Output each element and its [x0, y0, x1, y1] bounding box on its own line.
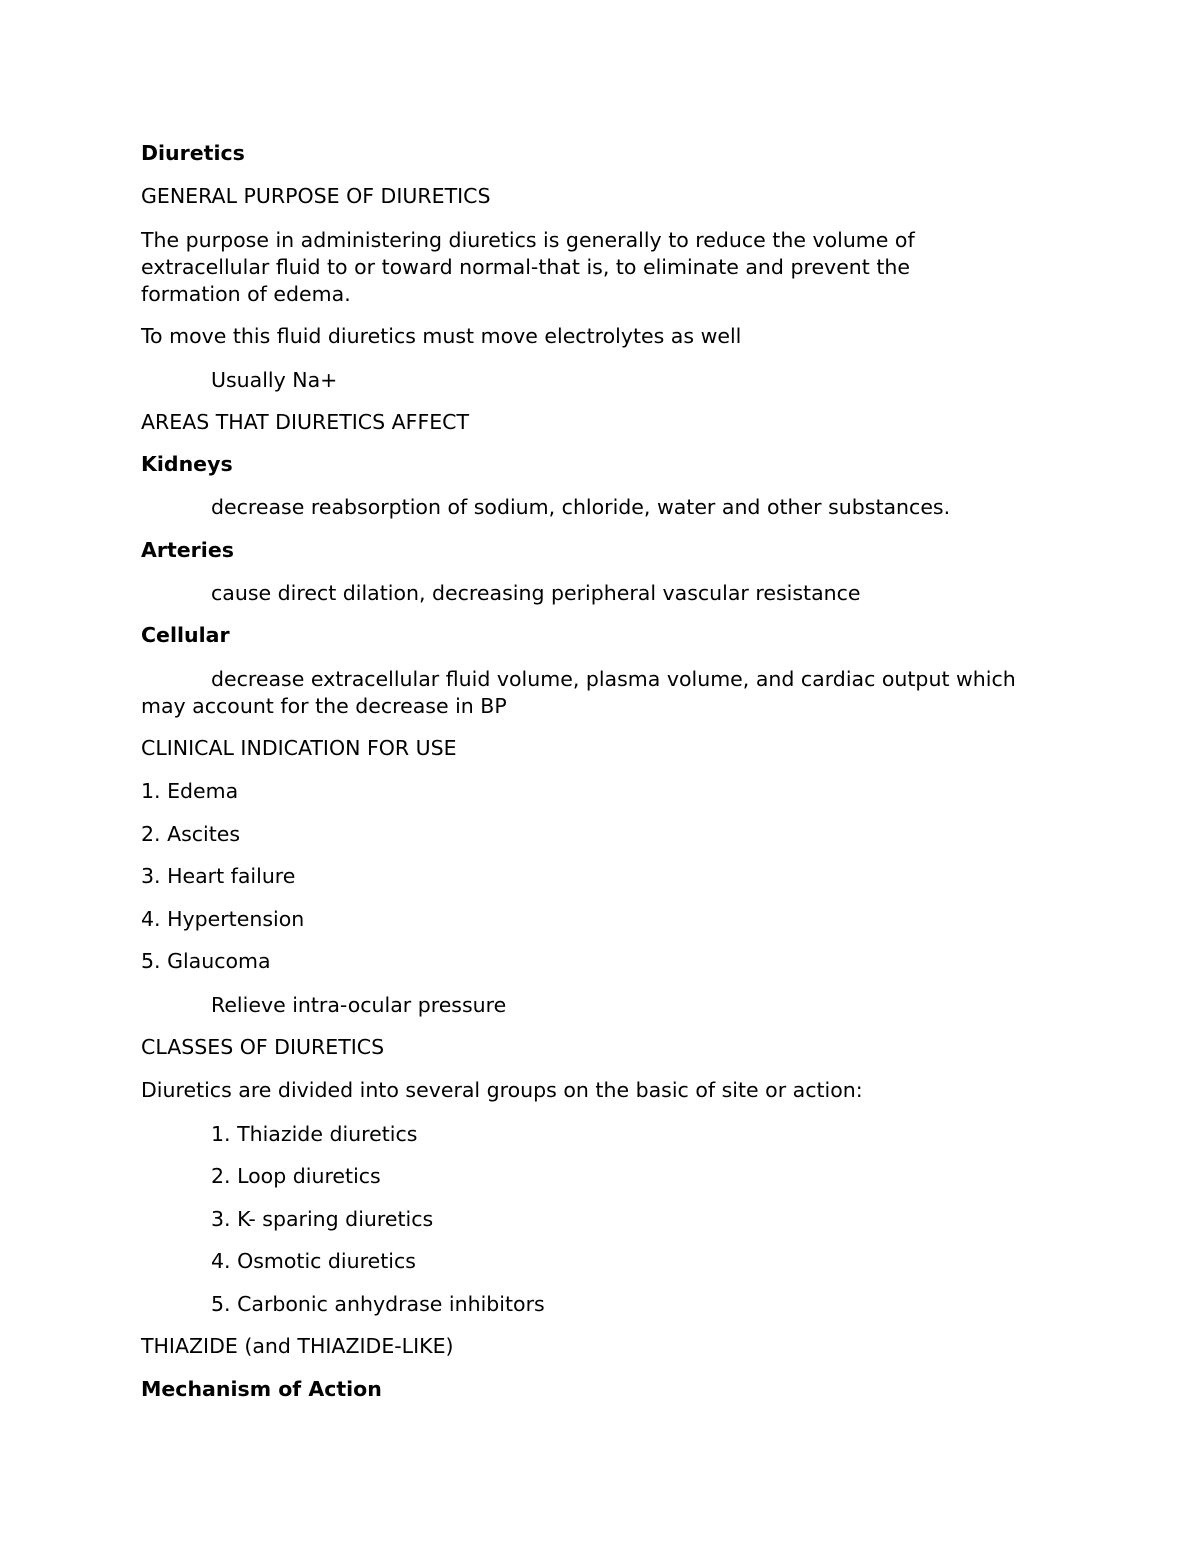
heading-classes: CLASSES OF DIURETICS [141, 1035, 385, 1059]
area-desc-cellular: decrease extracellular fluid volume, plasma volume, and cardiac output which [211, 667, 1016, 691]
class-item-carbonic: 5. Carbonic anhydrase inhibitors [211, 1292, 545, 1316]
area-title-kidneys: Kidneys [141, 452, 233, 476]
sodium-note: Usually Na+ [211, 368, 338, 392]
area-desc-kidneys: decrease reabsorption of sodium, chloride, water and other substances. [211, 495, 951, 519]
glaucoma-note: Relieve intra-ocular pressure [211, 993, 507, 1017]
clinical-item-edema: 1. Edema [141, 779, 239, 803]
electrolytes-note: To move this fluid diuretics must move electrolytes as well [141, 324, 742, 348]
area-title-arteries: Arteries [141, 538, 234, 562]
area-desc-arteries: cause direct dilation, decreasing peripheral vascular resistance [211, 581, 861, 605]
heading-general-purpose: GENERAL PURPOSE OF DIURETICS [141, 184, 491, 208]
clinical-item-glaucoma: 5. Glaucoma [141, 949, 271, 973]
area-title-cellular: Cellular [141, 623, 230, 647]
clinical-item-heart-failure: 3. Heart failure [141, 864, 296, 888]
class-item-loop: 2. Loop diuretics [211, 1164, 381, 1188]
paragraph-line: The purpose in administering diuretics is generally to reduce the volume of [141, 228, 915, 252]
subheading-mechanism: Mechanism of Action [141, 1377, 382, 1401]
paragraph-line: formation of edema. [141, 282, 351, 306]
heading-clinical: CLINICAL INDICATION FOR USE [141, 736, 457, 760]
class-item-thiazide: 1. Thiazide diuretics [211, 1122, 418, 1146]
class-item-osmotic: 4. Osmotic diuretics [211, 1249, 416, 1273]
classes-intro: Diuretics are divided into several groups on the basic of site or action: [141, 1078, 863, 1102]
heading-areas: AREAS THAT DIURETICS AFFECT [141, 410, 470, 434]
paragraph-line: extracellular fluid to or toward normal-that is, to eliminate and prevent the [141, 255, 910, 279]
class-item-k-sparing: 3. K- sparing diuretics [211, 1207, 434, 1231]
document-title: Diuretics [141, 141, 245, 165]
area-desc-cellular-cont: may account for the decrease in BP [141, 694, 507, 718]
heading-thiazide: THIAZIDE (and THIAZIDE-LIKE) [141, 1334, 454, 1358]
clinical-item-hypertension: 4. Hypertension [141, 907, 305, 931]
clinical-item-ascites: 2. Ascites [141, 822, 241, 846]
